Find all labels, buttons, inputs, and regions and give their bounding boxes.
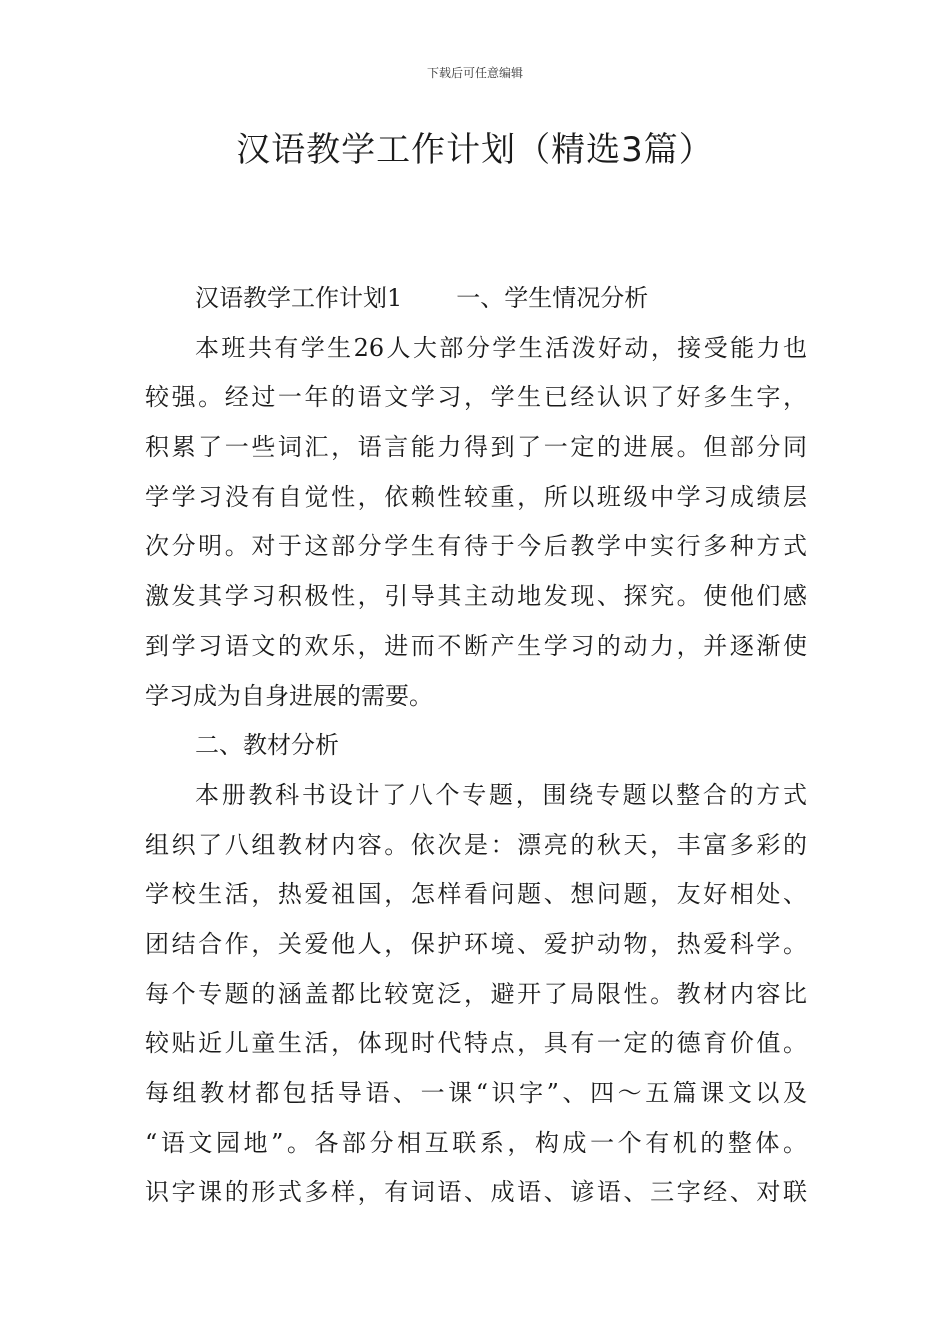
paragraph-1-line: 激发其学习积极性，引导其主动地发现、探究。使他们感 bbox=[145, 582, 807, 611]
paragraph-2-line: 识字课的形式多样，有词语、成语、谚语、三字经、对联 bbox=[145, 1178, 807, 1207]
section-heading-line bbox=[145, 274, 807, 324]
section-heading-2: 二、教材分析 bbox=[195, 731, 339, 760]
paragraph-1-line: 较强。经过一年的语文学习，学生已经认识了好多生字， bbox=[145, 383, 807, 412]
section-heading-1: 一、学生情况分析 bbox=[456, 284, 649, 312]
paragraph-2-line: 组织了八组教材内容。依次是：漂亮的秋天，丰富多彩的 bbox=[145, 830, 807, 859]
paragraph-1-line: 学习成为自身进展的需要。 bbox=[145, 681, 433, 710]
paragraph-2-line: “语文园地”。各部分相互联系，构成一个有机的整体。 bbox=[145, 1128, 807, 1157]
paragraph-2-line: 每个专题的涵盖都比较宽泛，避开了局限性。教材内容比 bbox=[145, 979, 807, 1008]
paragraph-2-line: 每组教材都包括导语、一课“识字”、四～五篇课文以及 bbox=[145, 1079, 807, 1107]
paragraph-2-line: 本册教科书设计了八个专题，围绕专题以整合的方式 bbox=[195, 780, 807, 809]
paragraph-1-line: 次分明。对于这部分学生有待于今后教学中实行多种方式 bbox=[145, 532, 807, 561]
paragraph-2-line: 较贴近儿童生活，体现时代特点，具有一定的德育价值。 bbox=[145, 1029, 807, 1058]
paragraph-1-line: 积累了一些词汇，语言能力得到了一定的进展。但部分同 bbox=[145, 433, 807, 462]
document-title: 汉语教学工作计划（精选3篇） bbox=[236, 130, 714, 170]
paragraph-1-line: 学学习没有自觉性，依赖性较重，所以班级中学习成绩层 bbox=[145, 482, 807, 511]
header-note: 下载后可任意编辑 bbox=[426, 66, 523, 80]
plan-heading: 汉语教学工作计划1 bbox=[195, 284, 403, 312]
paragraph-2-line: 团结合作，关爱他人，保护环境、爱护动物，热爱科学。 bbox=[145, 929, 807, 958]
paragraph-1-line: 到学习语文的欢乐，进而不断产生学习的动力，并逐渐使 bbox=[145, 631, 807, 660]
document-body bbox=[145, 274, 807, 1218]
paragraph-2-line: 学校生活，热爱祖国，怎样看问题、想问题，友好相处、 bbox=[145, 880, 807, 909]
paragraph-1-line: 本班共有学生26人大部分学生活泼好动，接受能力也 bbox=[195, 333, 807, 362]
